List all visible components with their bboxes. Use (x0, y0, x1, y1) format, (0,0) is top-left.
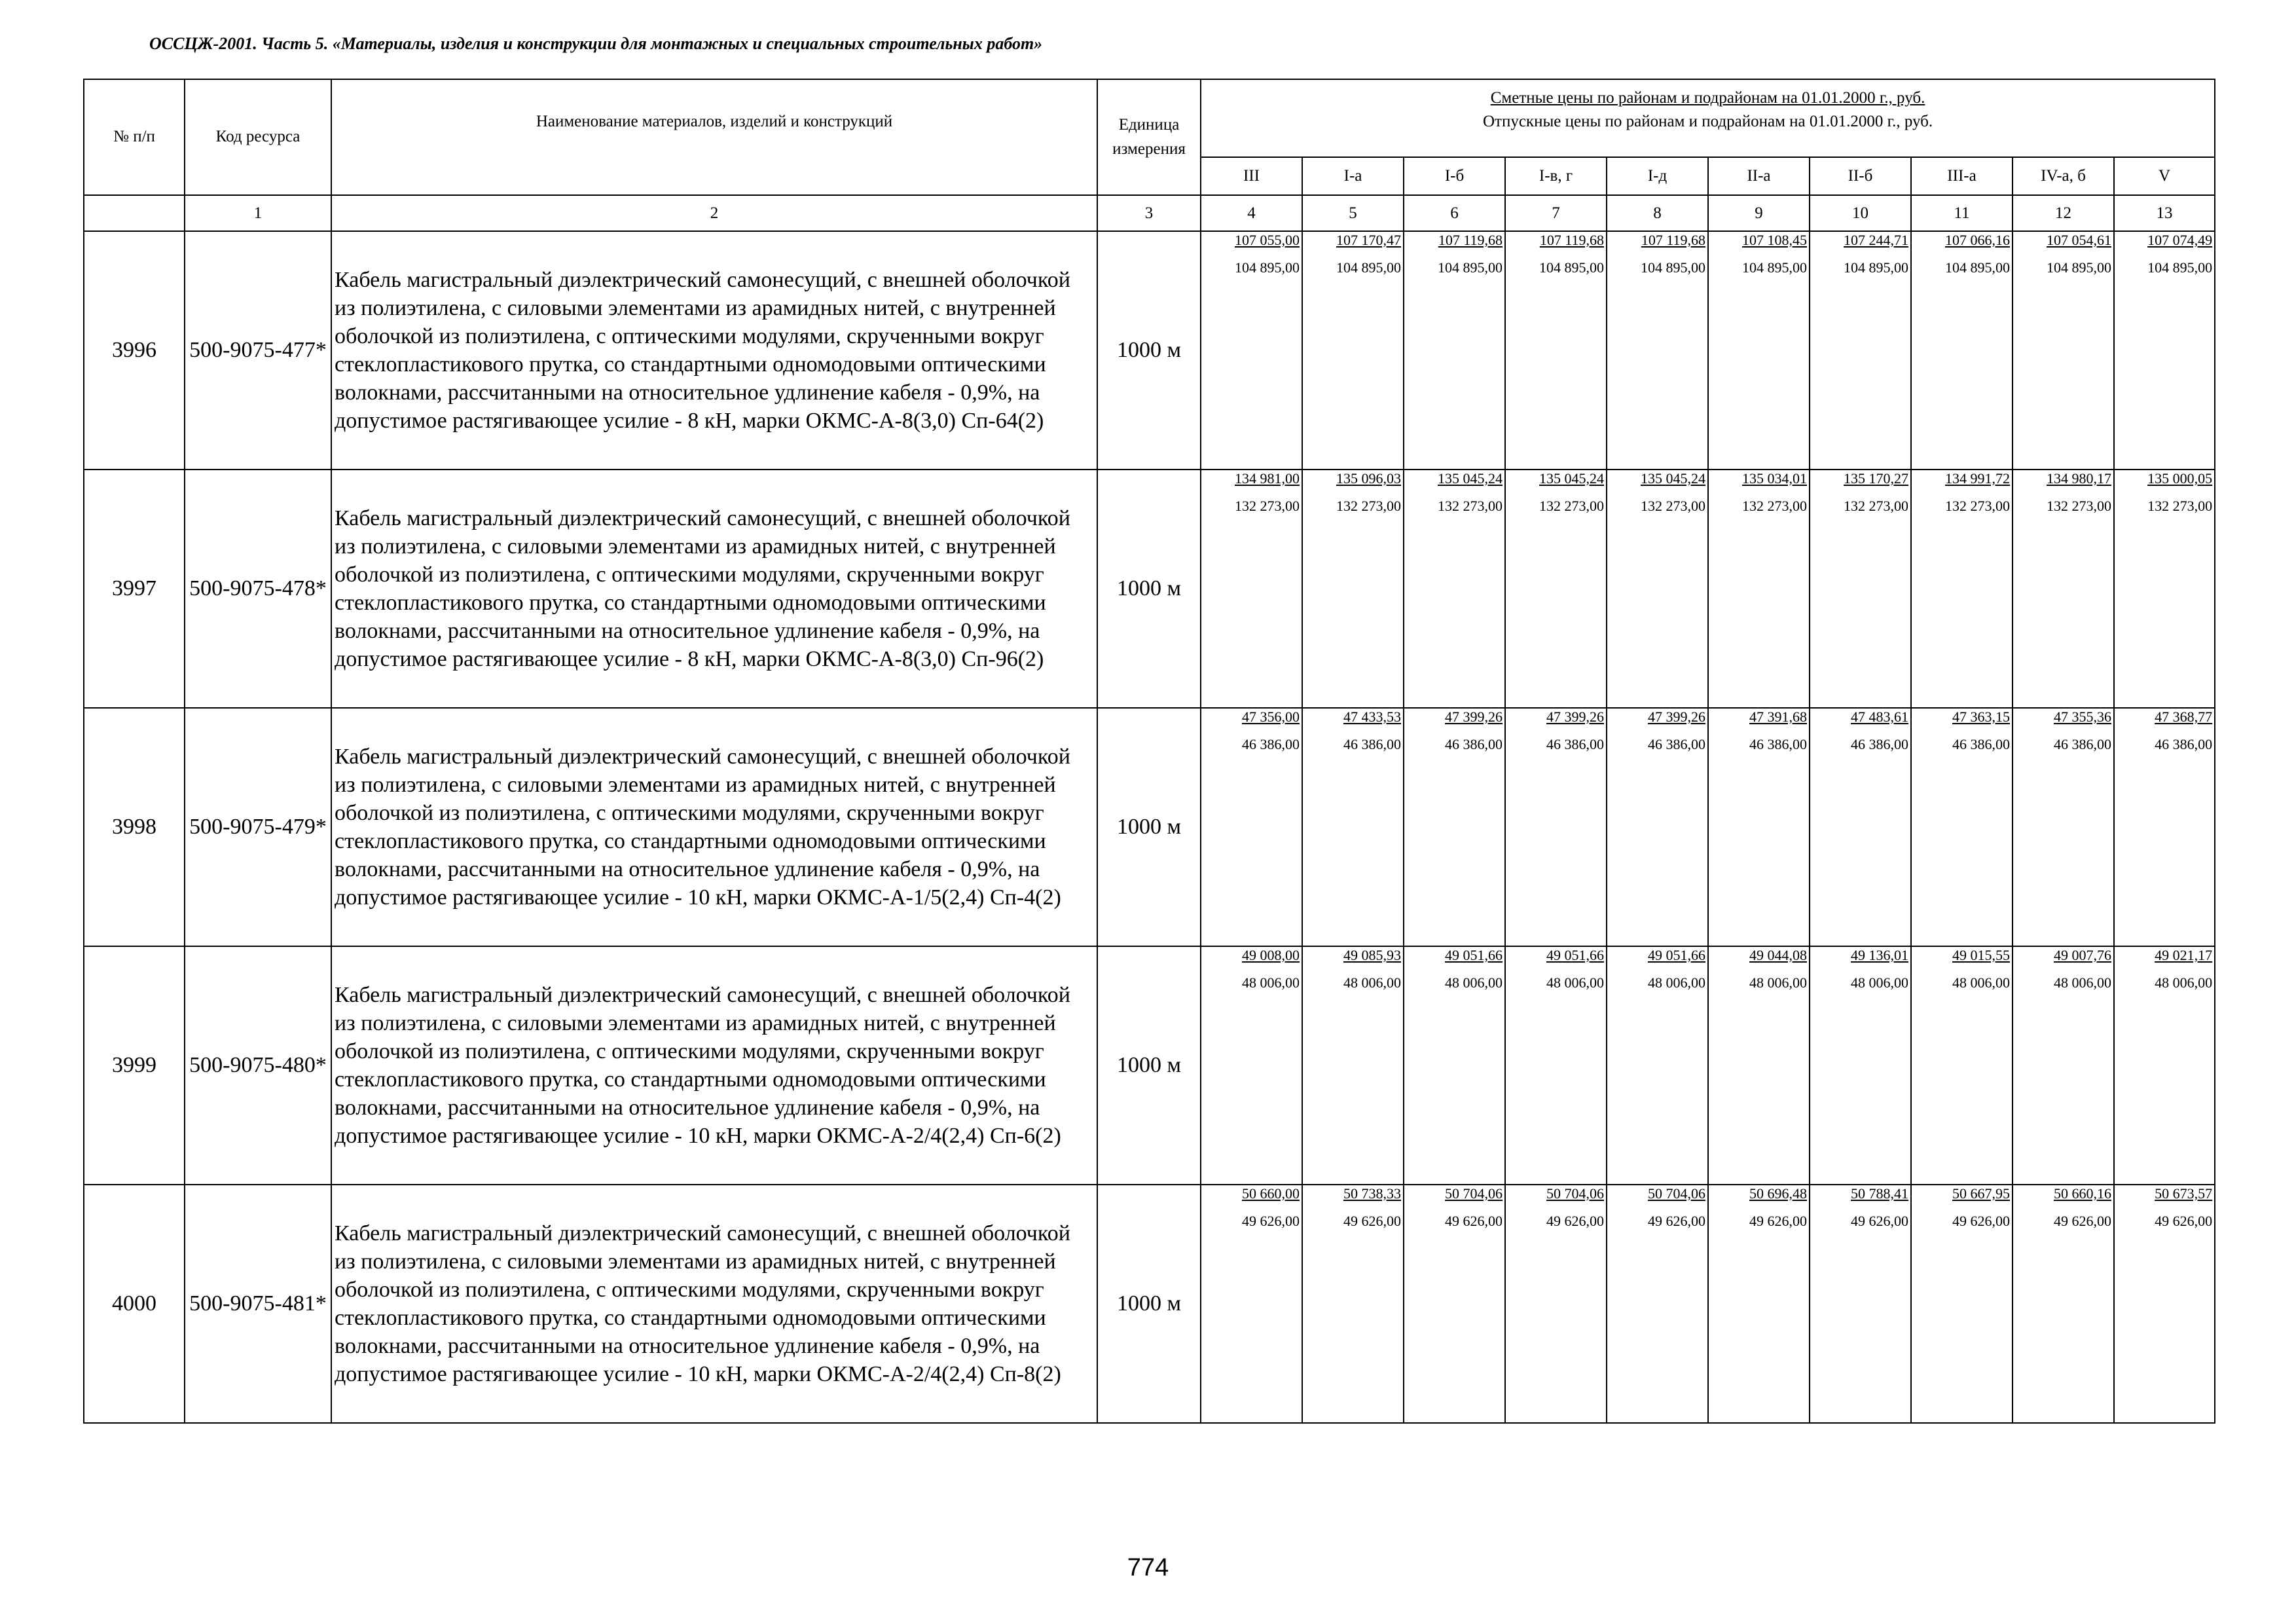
release-price: 104 895,00 (1742, 259, 1807, 276)
prices-release-title: Отпускные цены по районам и подрайонам на 01.01.2000 г., руб. (1482, 113, 1933, 131)
table-row (84, 231, 2215, 470)
estimate-price: 50 704,06 (1445, 1185, 1503, 1202)
estimate-price: 47 355,36 (2054, 709, 2111, 725)
release-price: 48 006,00 (1749, 974, 1807, 991)
column-number: 7 (1505, 195, 1607, 231)
release-price: 48 006,00 (1242, 974, 1300, 991)
column-number: 1 (185, 195, 331, 231)
price-cell (1302, 231, 1404, 470)
release-price: 49 626,00 (1546, 1213, 1604, 1230)
price-cell (1505, 1185, 1607, 1423)
material-name: Кабель магистральный диэлектрический самонесущий, с внешней оболочкой из полиэтилена, с силовыми элементами из арамидных нитей, с внутренней оболочкой из полиэтилена, с оптическими модулями, скрученными вокруг стеклопластикового прутка, со стандартными одномодовыми оптическими волокнами, рассчитанными на относительное удлинение кабеля - 0,9%, на допустимое растягивающее усилие - 10 кН, марки ОКМС-А-2/4(2,4) Сп-8(2) (331, 1185, 1097, 1423)
estimate-price: 50 704,06 (1546, 1185, 1604, 1202)
release-price: 132 273,00 (1945, 498, 2010, 515)
price-table (83, 79, 2215, 1424)
release-price: 48 006,00 (1343, 974, 1401, 991)
price-cell (1607, 946, 1708, 1185)
price-cell (1607, 1185, 1708, 1423)
release-price: 49 626,00 (1952, 1213, 2010, 1230)
price-cell (1607, 231, 1708, 470)
resource-code: 500-9075-481* (185, 1185, 331, 1423)
estimate-price: 49 015,55 (1952, 947, 2010, 963)
price-cell (1404, 708, 1505, 946)
price-cell (1201, 946, 1302, 1185)
column-number: 6 (1404, 195, 1505, 231)
price-cell (1708, 708, 1810, 946)
estimate-price: 49 051,66 (1445, 947, 1503, 963)
release-price: 132 273,00 (2047, 498, 2111, 515)
price-cell (1302, 708, 1404, 946)
price-cell (2114, 1185, 2215, 1423)
release-price: 46 386,00 (2155, 736, 2213, 753)
price-cell (1404, 231, 1505, 470)
release-price: 132 273,00 (1742, 498, 1807, 515)
row-number: 3999 (84, 946, 185, 1185)
estimate-price: 135 045,24 (1641, 470, 1705, 487)
resource-code: 500-9075-478* (185, 470, 331, 708)
region-header: V (2114, 157, 2215, 195)
release-price: 132 273,00 (1844, 498, 1908, 515)
release-price: 104 895,00 (1945, 259, 2010, 276)
price-cell (1708, 946, 1810, 1185)
release-price: 46 386,00 (1445, 736, 1503, 753)
release-price: 48 006,00 (1952, 974, 2010, 991)
estimate-price: 107 054,61 (2047, 232, 2111, 248)
estimate-price: 50 788,41 (1851, 1185, 1908, 1202)
release-price: 49 626,00 (2155, 1213, 2213, 1230)
unit-of-measure: 1000 м (1097, 231, 1201, 470)
release-price: 46 386,00 (1242, 736, 1300, 753)
price-cell (2114, 231, 2215, 470)
estimate-price: 49 051,66 (1648, 947, 1705, 963)
estimate-price: 50 660,16 (2054, 1185, 2111, 1202)
column-number: 8 (1607, 195, 1708, 231)
estimate-price: 47 399,26 (1546, 709, 1604, 725)
unit-of-measure: 1000 м (1097, 946, 1201, 1185)
price-cell (2013, 470, 2114, 708)
release-price: 49 626,00 (1343, 1213, 1401, 1230)
estimate-price: 49 008,00 (1242, 947, 1300, 963)
price-cell (1404, 946, 1505, 1185)
region-header: II-б (1810, 157, 1911, 195)
column-number-empty (84, 195, 185, 231)
estimate-price: 47 363,15 (1952, 709, 2010, 725)
unit-of-measure: 1000 м (1097, 470, 1201, 708)
estimate-price: 135 170,27 (1844, 470, 1908, 487)
estimate-price: 134 991,72 (1945, 470, 2010, 487)
release-price: 104 895,00 (2147, 259, 2213, 276)
estimate-price: 107 119,68 (1539, 232, 1604, 248)
estimate-price: 50 704,06 (1648, 1185, 1705, 1202)
price-cell (1911, 470, 2013, 708)
resource-code: 500-9075-479* (185, 708, 331, 946)
row-number: 3998 (84, 708, 185, 946)
estimate-price: 135 045,24 (1438, 470, 1503, 487)
price-cell (2013, 1185, 2114, 1423)
column-number: 9 (1708, 195, 1810, 231)
estimate-price: 107 119,68 (1641, 232, 1705, 248)
col-header-name: Наименование материалов, изделий и конструкций (331, 79, 1097, 195)
release-price: 132 273,00 (1235, 498, 1300, 515)
price-cell (1911, 231, 2013, 470)
estimate-price: 49 085,93 (1343, 947, 1401, 963)
price-cell (1810, 470, 1911, 708)
price-cell (1810, 708, 1911, 946)
col-header-code: Код ресурса (185, 79, 331, 195)
estimate-price: 107 170,47 (1336, 232, 1401, 248)
resource-code: 500-9075-477* (185, 231, 331, 470)
release-price: 48 006,00 (1445, 974, 1503, 991)
estimate-price: 47 399,26 (1648, 709, 1705, 725)
estimate-price: 50 673,57 (2155, 1185, 2213, 1202)
unit-of-measure: 1000 м (1097, 1185, 1201, 1423)
estimate-price: 107 066,16 (1945, 232, 2010, 248)
release-price: 132 273,00 (1336, 498, 1401, 515)
release-price: 104 895,00 (1336, 259, 1401, 276)
estimate-price: 135 000,05 (2147, 470, 2213, 487)
price-cell (2114, 470, 2215, 708)
release-price: 104 895,00 (1539, 259, 1604, 276)
estimate-price: 134 980,17 (2047, 470, 2111, 487)
release-price: 104 895,00 (1641, 259, 1705, 276)
document-header: ОССЦЖ-2001. Часть 5. «Материалы, изделия и конструкции для монтажных и специальных строительных работ» (149, 34, 1043, 53)
row-number: 4000 (84, 1185, 185, 1423)
price-cell (1201, 231, 1302, 470)
estimate-price: 49 136,01 (1851, 947, 1908, 963)
estimate-price: 49 007,76 (2054, 947, 2111, 963)
estimate-price: 49 021,17 (2155, 947, 2213, 963)
table-row (84, 1185, 2215, 1423)
page-number: 774 (1127, 1554, 1169, 1581)
release-price: 46 386,00 (1648, 736, 1705, 753)
release-price: 132 273,00 (1438, 498, 1503, 515)
release-price: 49 626,00 (1648, 1213, 1705, 1230)
estimate-price: 49 051,66 (1546, 947, 1604, 963)
price-cell (1810, 1185, 1911, 1423)
price-cell (2013, 231, 2114, 470)
price-cell (1404, 1185, 1505, 1423)
table-row (84, 708, 2215, 946)
column-number: 5 (1302, 195, 1404, 231)
estimate-price: 47 391,68 (1749, 709, 1807, 725)
estimate-price: 50 738,33 (1343, 1185, 1401, 1202)
release-price: 49 626,00 (2054, 1213, 2111, 1230)
price-cell (1201, 470, 1302, 708)
release-price: 46 386,00 (1851, 736, 1908, 753)
release-price: 104 895,00 (1438, 259, 1503, 276)
col-header-prices (1201, 79, 2215, 157)
estimate-price: 107 244,71 (1844, 232, 1908, 248)
estimate-price: 50 667,95 (1952, 1185, 2010, 1202)
column-number: 12 (2013, 195, 2114, 231)
release-price: 46 386,00 (1952, 736, 2010, 753)
estimate-price: 47 433,53 (1343, 709, 1401, 725)
price-cell (2013, 946, 2114, 1185)
material-name: Кабель магистральный диэлектрический самонесущий, с внешней оболочкой из полиэтилена, с силовыми элементами из арамидных нитей, с внутренней оболочкой из полиэтилена, с оптическими модулями, скрученными вокруг стеклопластикового прутка, со стандартными одномодовыми оптическими волокнами, рассчитанными на относительное удлинение кабеля - 0,9%, на допустимое растягивающее усилие - 10 кН, марки ОКМС-А-1/5(2,4) Сп-4(2) (331, 708, 1097, 946)
region-header: I-б (1404, 157, 1505, 195)
release-price: 49 626,00 (1851, 1213, 1908, 1230)
estimate-price: 107 074,49 (2147, 232, 2213, 248)
price-cell (1302, 946, 1404, 1185)
price-cell (1708, 470, 1810, 708)
release-price: 104 895,00 (1235, 259, 1300, 276)
estimate-price: 47 399,26 (1445, 709, 1503, 725)
release-price: 48 006,00 (2155, 974, 2213, 991)
price-cell (1201, 1185, 1302, 1423)
unit-of-measure: 1000 м (1097, 708, 1201, 946)
release-price: 132 273,00 (2147, 498, 2213, 515)
estimate-price: 135 045,24 (1539, 470, 1604, 487)
release-price: 48 006,00 (2054, 974, 2111, 991)
table-row (84, 470, 2215, 708)
column-number: 11 (1911, 195, 2013, 231)
release-price: 46 386,00 (1546, 736, 1604, 753)
price-cell (1201, 708, 1302, 946)
release-price: 104 895,00 (1844, 259, 1908, 276)
estimate-price: 50 660,00 (1242, 1185, 1300, 1202)
material-name: Кабель магистральный диэлектрический самонесущий, с внешней оболочкой из полиэтилена, с силовыми элементами из арамидных нитей, с внутренней оболочкой из полиэтилена, с оптическими модулями, скрученными вокруг стеклопластикового прутка, со стандартными одномодовыми оптическими волокнами, рассчитанными на относительное удлинение кабеля - 0,9%, на допустимое растягивающее усилие - 8 кН, марки ОКМС-А-8(3,0) Сп-64(2) (331, 231, 1097, 470)
table-row (84, 946, 2215, 1185)
estimate-price: 47 356,00 (1242, 709, 1300, 725)
estimate-price: 47 368,77 (2155, 709, 2213, 725)
estimate-price: 135 034,01 (1742, 470, 1807, 487)
price-cell (1607, 470, 1708, 708)
region-header: II-а (1708, 157, 1810, 195)
release-price: 132 273,00 (1539, 498, 1604, 515)
region-header: I-д (1607, 157, 1708, 195)
release-price: 46 386,00 (2054, 736, 2111, 753)
price-cell (1708, 1185, 1810, 1423)
price-cell (1708, 231, 1810, 470)
price-cell (1810, 231, 1911, 470)
column-number: 4 (1201, 195, 1302, 231)
column-number: 10 (1810, 195, 1911, 231)
price-cell (1302, 470, 1404, 708)
price-cell (1911, 1185, 2013, 1423)
price-cell (1505, 946, 1607, 1185)
estimate-price: 47 483,61 (1851, 709, 1908, 725)
release-price: 104 895,00 (2047, 259, 2111, 276)
price-cell (1505, 231, 1607, 470)
price-cell (1505, 470, 1607, 708)
price-cell (1302, 1185, 1404, 1423)
release-price: 46 386,00 (1749, 736, 1807, 753)
resource-code: 500-9075-480* (185, 946, 331, 1185)
region-header: III (1201, 157, 1302, 195)
release-price: 132 273,00 (1641, 498, 1705, 515)
release-price: 49 626,00 (1445, 1213, 1503, 1230)
release-price: 48 006,00 (1648, 974, 1705, 991)
estimate-price: 107 055,00 (1235, 232, 1300, 248)
material-name: Кабель магистральный диэлектрический самонесущий, с внешней оболочкой из полиэтилена, с силовыми элементами из арамидных нитей, с внутренней оболочкой из полиэтилена, с оптическими модулями, скрученными вокруг стеклопластикового прутка, со стандартными одномодовыми оптическими волокнами, рассчитанными на относительное удлинение кабеля - 0,9%, на допустимое растягивающее усилие - 8 кН, марки ОКМС-А-8(3,0) Сп-96(2) (331, 470, 1097, 708)
region-header: I-в, г (1505, 157, 1607, 195)
price-cell (1911, 946, 2013, 1185)
price-cell (1911, 708, 2013, 946)
release-price: 46 386,00 (1343, 736, 1401, 753)
prices-estimate-title: Сметные цены по районам и подрайонам на 01.01.2000 г., руб. (1490, 89, 1925, 107)
price-cell (1810, 946, 1911, 1185)
price-cell (2013, 708, 2114, 946)
region-header: I-а (1302, 157, 1404, 195)
region-header: IV-а, б (2013, 157, 2114, 195)
material-name: Кабель магистральный диэлектрический самонесущий, с внешней оболочкой из полиэтилена, с силовыми элементами из арамидных нитей, с внутренней оболочкой из полиэтилена, с оптическими модулями, скрученными вокруг стеклопластикового прутка, со стандартными одномодовыми оптическими волокнами, рассчитанными на относительное удлинение кабеля - 0,9%, на допустимое растягивающее усилие - 10 кН, марки ОКМС-А-2/4(2,4) Сп-6(2) (331, 946, 1097, 1185)
price-cell (1505, 708, 1607, 946)
release-price: 48 006,00 (1851, 974, 1908, 991)
price-cell (2114, 946, 2215, 1185)
price-cell (2114, 708, 2215, 946)
price-cell (1607, 708, 1708, 946)
column-number: 3 (1097, 195, 1201, 231)
release-price: 48 006,00 (1546, 974, 1604, 991)
col-header-unit: Единица измерения (1097, 79, 1201, 195)
row-number: 3997 (84, 470, 185, 708)
estimate-price: 49 044,08 (1749, 947, 1807, 963)
release-price: 49 626,00 (1242, 1213, 1300, 1230)
estimate-price: 107 108,45 (1742, 232, 1807, 248)
estimate-price: 134 981,00 (1235, 470, 1300, 487)
region-header: III-а (1911, 157, 2013, 195)
price-cell (1404, 470, 1505, 708)
release-price: 49 626,00 (1749, 1213, 1807, 1230)
col-header-no: № п/п (84, 79, 185, 195)
column-number: 13 (2114, 195, 2215, 231)
column-number: 2 (331, 195, 1097, 231)
estimate-price: 135 096,03 (1336, 470, 1401, 487)
row-number: 3996 (84, 231, 185, 470)
estimate-price: 107 119,68 (1438, 232, 1503, 248)
estimate-price: 50 696,48 (1749, 1185, 1807, 1202)
